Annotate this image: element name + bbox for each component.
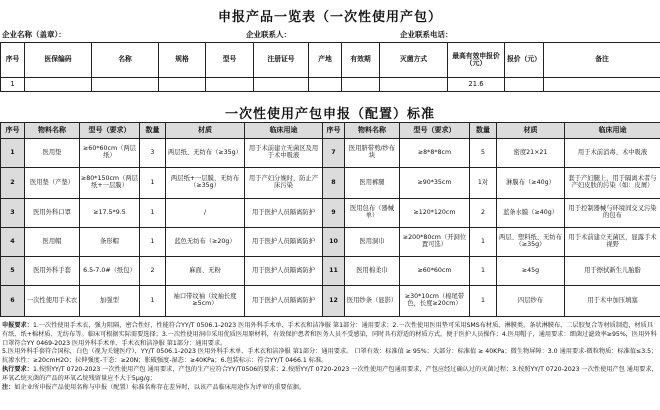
company-contact-label: 企业联系人： [246,30,291,39]
item-qty: 2 [140,257,166,286]
item-model: ≥80*150cm（两层纸+一层膜） [80,168,140,199]
item-name: 医用包布（器械单） [345,199,400,228]
item-qty: 1 [470,257,497,286]
declaration-requirements-label: 申报要求： [2,322,33,329]
item-no: 1 [1,139,25,168]
header-reg-no: 注册证号 [254,43,309,78]
item-qty: 1对 [470,168,497,199]
notes-block [2,322,658,392]
header-insurance-code: 医保编码 [25,43,92,78]
item-no: 8 [323,168,345,199]
item-material: 两层纸、无纺布（≥35g） [166,139,245,168]
item-model: ≥8*8*8cm [400,139,470,168]
cell-validity[interactable] [342,78,380,92]
product-list-header [1,43,660,78]
item-use: 用于术前建立无菌区，显露手术视野 [565,228,660,257]
header-qty: 数量 [470,123,497,139]
header-qty: 数量 [140,123,166,139]
item-material: 两层纸+一层膜、无纺布（≥35g） [166,168,245,199]
item-material: / [166,199,245,228]
item-no: 7 [323,139,345,168]
item-name: 医用裤腿 [345,168,400,199]
item-model: 加强型 [80,286,140,317]
item-use: 用于医护人员隔离防护 [245,286,323,317]
header-max-price: 最高有效申报价（元） [448,43,505,78]
item-name: 医用洞巾 [345,228,400,257]
config-header [1,123,660,139]
header-material-name: 物料名称 [25,123,80,139]
item-qty: 1 [140,228,166,257]
item-model: 条形帽 [80,228,140,257]
item-qty: 1 [470,228,497,257]
item-model: ≥60*60cm [400,257,470,286]
execution-requirements [2,366,658,384]
product-list-table [0,42,660,92]
cell-origin[interactable] [309,78,342,92]
item-material: 蓝条水膜（≥40g） [497,199,565,228]
execution-requirements-label: 执行要求： [2,365,33,373]
cell-model[interactable] [206,78,254,92]
item-name: 医用外科手套 [25,257,80,286]
item-name: 医用纱条（显影） [345,286,400,317]
footnote-label: 注： [2,383,15,391]
item-no: 5 [1,257,25,286]
cell-remark[interactable] [544,78,660,92]
table-row [1,139,660,168]
table-row [1,286,660,317]
item-material: 麻面、无粉 [166,257,245,286]
item-use: 用于术中加压填塞 [565,286,660,317]
item-model: ≥17.5*9.5 [80,199,140,228]
item-no: 6 [1,286,25,317]
item-use: 用于医护人员隔离防护 [245,228,323,257]
item-qty: 3 [140,139,166,168]
item-material: 蓝色无纺布（≥20g） [166,228,245,257]
row-no: 1 [1,78,25,92]
item-material: 四层纱布 [497,286,565,317]
header-spec: 规格 [159,43,206,78]
item-name: 医用棉柔巾 [345,257,400,286]
header-no: 序号 [1,123,25,139]
item-no: 11 [323,257,345,286]
item-use: 用于术前消毒、术中吸液 [565,139,660,168]
cell-sterilization[interactable] [380,78,448,92]
cell-spec[interactable] [159,78,206,92]
header-material: 材质 [497,123,565,139]
header-clinical-use: 临床用途 [565,123,660,139]
config-standard-table [0,122,660,317]
company-phone-label: 企业联系电话： [400,30,453,39]
item-name: 医用帽 [25,228,80,257]
declaration-requirements [2,322,658,348]
item-qty: 1 [140,286,166,317]
item-no: 2 [1,168,25,199]
header-model: 型号 [206,43,254,78]
item-qty: 5 [470,139,497,168]
header-name: 名称 [92,43,159,78]
item-no: 9 [323,199,345,228]
item-use: 套于产妇腿上，用于隔离术者与产妇皮肤的污染（如：皮屑） [565,168,660,199]
item-name: 医用垫（产垫） [25,168,80,199]
cell-quote[interactable] [505,78,544,92]
header-clinical-use: 临床用途 [245,123,323,139]
item-use: 用于医护人员隔离防护 [245,257,323,286]
item-use: 用于擦拭新生儿胎脂 [565,257,660,286]
item-model: ≥30*10cm（棉尾带色，长度≥20cm） [400,286,470,317]
item-qty: 1 [140,199,166,228]
item-model: ≥90*35cm [400,168,470,199]
company-name-label: 企业名称（盖章）： [2,30,66,39]
item-no: 12 [323,286,345,317]
item-qty: 2 [470,199,497,228]
company-info-row [0,29,660,41]
cell-insurance-code[interactable] [25,78,92,92]
item-material: 淋膜布（≥40g） [497,168,565,199]
item-qty: 1 [470,286,497,317]
item-model: ≥60*60cm（两层纸） [80,139,140,168]
declaration-requirements-text: 1.一次性使用手术衣，强力阻隔，密合性好，性能符合YY/T 0506.1-2023 医用外科手术单、手术衣和洁净服 第1部分：通用要求；2.一次性使用医用垫可采用SMS布材质、淋膜类、条状淋膜布、二层胶复合等材质制造，材质具有纸、纸+棉材质、无纺布等。临床可根据实际需要选择；3.一次性使用洞巾采用优质医用原材料，有效保护患者和医务人员不受感染，同时具有舒适的材质方式，便于医护人员操作；4.医用帽子，通用要求：细菌过滤效率≥95%，医用外科口罩符合YY 0469-2023 医用外科手术单、手术衣和洁净服 第1部分：通用要求。 [2,322,657,347]
table-row [1,78,660,92]
page-title: 申报产品一览表（一次性使用产包） [217,10,442,25]
item-use: 用于控制器械与环境间交叉污染的包布 [565,199,660,228]
table-row [1,199,660,228]
header-model-req: 型号（要求） [400,123,470,139]
header-quote: 报价（元） [505,43,544,78]
item-name: 一次性使用手术衣 [25,286,80,317]
item-no: 3 [1,199,25,228]
item-name: 医用外科口罩 [25,199,80,228]
header-validity: 有效期 [342,43,380,78]
item-material: ≥45g [497,257,565,286]
header-no: 序号 [323,123,345,139]
table-row [1,257,660,286]
item-use: 用于术前建立无菌区及用于术中吸液 [245,139,323,168]
item-model: 6.5-7.0#（纸包） [80,257,140,286]
header-material: 材质 [166,123,245,139]
header-material-name: 物料名称 [345,123,400,139]
header-remark: 备注 [544,43,660,78]
table-row [1,168,660,199]
execution-requirements-text: 1.按照YY/T 0720-2023 一次性使用产包 通用要求，产包的生产应符合YY/T0506的要求；2.按照YY/T 0720-2023 一次性使用产包通用要求，产包应经过确认过的灭菌过程；3.按照YY/T 0720-2023 一次性使用产包 通用要求，环氧乙烷灭菌的产品的环氧乙烷残留量应不大于5μg/g； [2,365,658,382]
header-model-req: 型号（要求） [80,123,140,139]
cell-max-price: 21.6 [448,78,505,92]
item-material: 密度21×21 [497,139,565,168]
item-material: 袖口带纹袖（纹袖长度≥5cm） [166,286,245,317]
cell-reg-no[interactable] [254,78,309,92]
item-use: 用于产妇分娩时，防止产床污染 [245,168,323,199]
item-no: 4 [1,228,25,257]
section-title: 一次性使用产包申报（配置）标准 [224,107,435,122]
footnote-text: 如企业所申报产品使用名称与申报（配置）标准名称存在差异时，以该产品临床用途作为评审的重要依据。 [14,383,306,391]
item-model: ≥200*80cm（开洞位置可选） [400,228,470,257]
header-sterilization: 灭菌方式 [380,43,448,78]
item-name: 医用脐带剪/纱布块 [345,139,400,168]
footnote [2,384,658,393]
item-use: 用于医护人员隔离防护 [245,199,323,228]
header-origin: 产地 [309,43,342,78]
cell-name[interactable] [92,78,159,92]
table-row [1,228,660,257]
header-no: 序号 [1,43,25,78]
declaration-requirements-cont: 5.医用外科手套符合国标，白色（视为关键医疗），YY/T 0506.1-2023 医用外科手术单、手术衣和洁净服 第1部分：通用要求。 口罩有效：标准值 ≥ 95%；大部分：标准值 ≥ 40KPa；微生物屏障：3.0 通用要求-微粒物质：标准值≤3.5；抗渗水性：≥20cmH2O；拉伸强度-干态：≥20N；胀破强度-湿态：≥40KPa；6.包装标示：符合YY/T 0466.1 标准。 [2,348,658,365]
item-material: 两层、塑料纸、无纺布（≥35g） [497,228,565,257]
item-qty: 1 [140,168,166,199]
item-name: 医用垫 [25,139,80,168]
item-no: 10 [323,228,345,257]
item-model: ≥120*120cm [400,199,470,228]
